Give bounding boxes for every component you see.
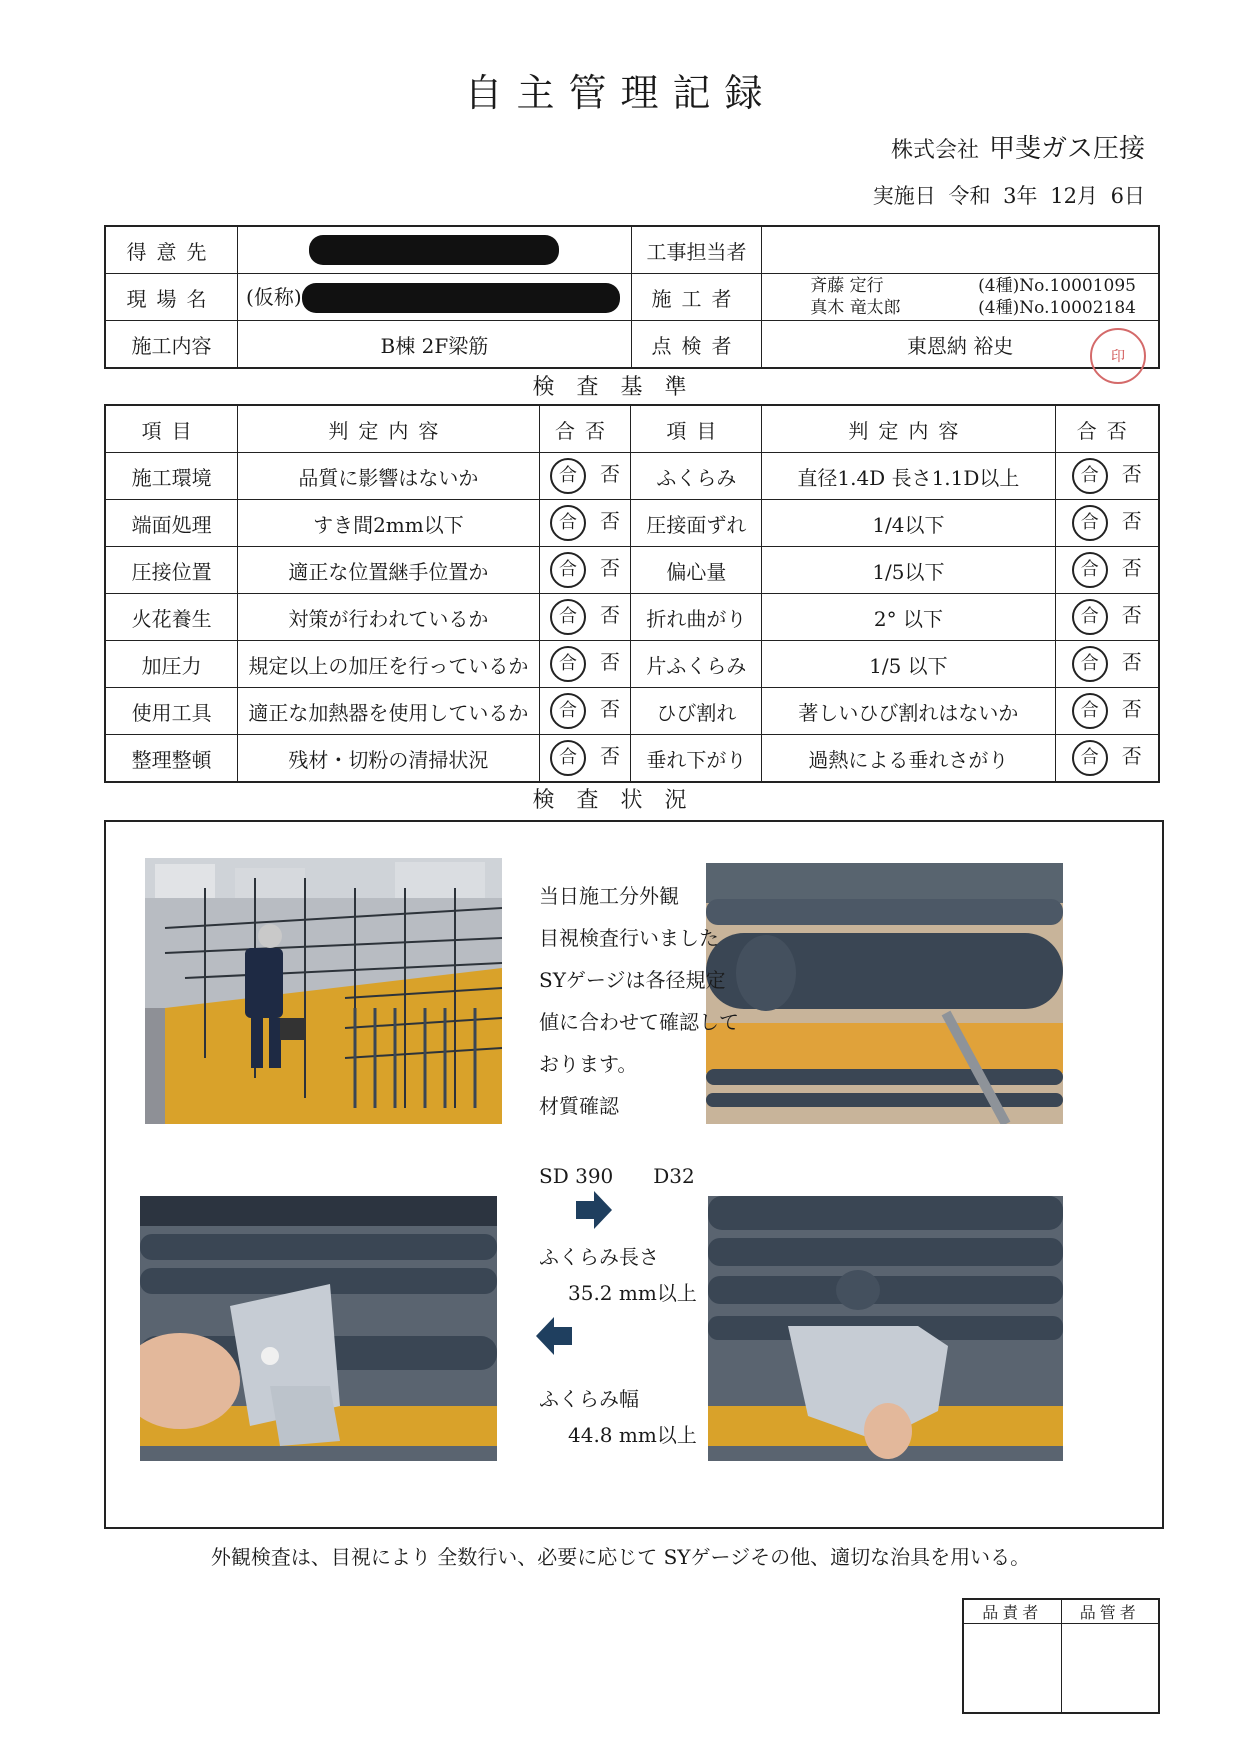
content-right: 2° 以下: [762, 594, 1055, 641]
bulge-length-value: 35.2 mm以上: [568, 1281, 697, 1305]
criteria-row: [105, 500, 1159, 547]
client-label: 得意先: [105, 226, 238, 274]
worker-license: (4種)No.10001095: [978, 276, 1136, 296]
quality-manager-stamp: [1061, 1624, 1159, 1714]
fail-mark: 否: [600, 509, 621, 533]
arrow-left-icon: [534, 1315, 576, 1357]
client-value: [238, 226, 632, 274]
result-left: [539, 688, 631, 735]
fail-mark: 否: [1121, 603, 1142, 627]
result-right: [1055, 594, 1159, 641]
status-panel: [104, 820, 1164, 1529]
fail-mark: 否: [1121, 650, 1142, 674]
inspection-policy-note: 外観検査は、目視により 全数行い、必要に応じて SYゲージその他、適切な治具を用いる。: [210, 1545, 1031, 1569]
criteria-row: [105, 547, 1159, 594]
quality-responsible-stamp: [963, 1624, 1061, 1714]
rebar-closeup-photo: [706, 863, 1063, 1124]
content-left: 品質に影響はないか: [238, 453, 539, 500]
worker-row: [762, 297, 1158, 319]
fail-mark: 否: [600, 603, 621, 627]
pass-mark: 合: [1072, 599, 1108, 635]
item-left: 端面処理: [105, 500, 238, 547]
company-name: [891, 128, 1145, 165]
col-result-left: 合否: [539, 405, 631, 453]
item-left: 施工環境: [105, 453, 238, 500]
content-left: 残材・切粉の清掃状況: [238, 735, 539, 783]
item-right: ひび割れ: [631, 688, 762, 735]
criteria-row: [105, 594, 1159, 641]
bulge-width-label: ふくらみ幅: [539, 1387, 639, 1411]
item-left: 加圧力: [105, 641, 238, 688]
worker-license: (4種)No.10002184: [978, 298, 1136, 318]
criteria-row: [105, 735, 1159, 783]
fail-mark: 否: [1121, 462, 1142, 486]
result-right: [1055, 500, 1159, 547]
note-line: 値に合わせて確認して: [539, 1010, 739, 1034]
content-left: すき間2mm以下: [238, 500, 539, 547]
note-line: 当日施工分外観: [539, 884, 679, 908]
approval-box: [962, 1598, 1160, 1714]
company-main: 甲斐ガス圧接: [988, 134, 1145, 164]
note-line: 目視検査行いました: [539, 926, 719, 950]
date-line: [873, 180, 1145, 210]
item-left: 火花養生: [105, 594, 238, 641]
worker-row: [762, 275, 1158, 297]
contractor-label: 施工者: [631, 274, 762, 321]
content-left: 対策が行われているか: [238, 594, 539, 641]
criteria-rows: [105, 453, 1159, 783]
col-item-left: 項目: [105, 405, 238, 453]
note-line: おります。: [539, 1052, 638, 1076]
content-left: 適正な位置継手位置か: [238, 547, 539, 594]
content-left: 規定以上の加圧を行っているか: [238, 641, 539, 688]
result-right: [1055, 453, 1159, 500]
col-item-right: 項目: [631, 405, 762, 453]
result-left: [539, 500, 631, 547]
content-right: 著しいひび割れはないか: [762, 688, 1055, 735]
item-right: 垂れ下がり: [631, 735, 762, 783]
col-result-right: 合否: [1055, 405, 1159, 453]
manager-label: 工事担当者: [631, 226, 762, 274]
info-table: [104, 225, 1160, 369]
result-right: [1055, 547, 1159, 594]
note-line: 材質確認: [539, 1094, 619, 1118]
date-label: 実施日: [872, 184, 936, 208]
material-spec: SD 390 D32: [539, 1164, 695, 1188]
date-era: 令和: [948, 184, 991, 208]
status-heading: 検査状況: [532, 788, 709, 813]
result-right: [1055, 641, 1159, 688]
fail-mark: 否: [600, 556, 621, 580]
content-left: 適正な加熱器を使用しているか: [238, 688, 539, 735]
manager-value: [762, 226, 1159, 274]
criteria-row: [105, 641, 1159, 688]
content-right: 1/4以下: [762, 500, 1055, 547]
col-content-left: 判定内容: [238, 405, 539, 453]
work-label: 施工内容: [105, 321, 238, 369]
contractor-value: [762, 274, 1159, 321]
quality-manager-label: 品管者: [1061, 1599, 1159, 1624]
content-right: 1/5 以下: [762, 641, 1055, 688]
col-content-right: 判定内容: [762, 405, 1055, 453]
criteria-table: [104, 404, 1160, 783]
criteria-heading: 検査基準: [532, 375, 709, 400]
fail-mark: 否: [600, 744, 621, 768]
pass-mark: 合: [1072, 740, 1108, 776]
pass-mark: 合: [1072, 552, 1108, 588]
note-line: SYゲージは各径規定: [539, 968, 726, 992]
fail-mark: 否: [600, 650, 621, 674]
result-right: [1055, 735, 1159, 783]
site-prefix: (仮称): [246, 284, 302, 309]
content-right: 直径1.4D 長さ1.1D以上: [762, 453, 1055, 500]
inspector-value: 東恩納 裕史: [762, 321, 1159, 369]
pass-mark: 合: [550, 740, 586, 776]
pass-mark: 合: [550, 505, 586, 541]
fail-mark: 否: [1121, 697, 1142, 721]
criteria-row: [105, 688, 1159, 735]
item-left: 使用工具: [105, 688, 238, 735]
date-year: 3年: [1003, 184, 1038, 208]
item-right: ふくらみ: [631, 453, 762, 500]
arrow-right-icon: [572, 1189, 614, 1231]
criteria-row: [105, 453, 1159, 500]
gauge-length-photo: [140, 1196, 497, 1461]
redaction-mark: [302, 283, 620, 313]
content-right: 過熱による垂れさがり: [762, 735, 1055, 783]
pass-mark: 合: [1072, 693, 1108, 729]
result-left: [539, 547, 631, 594]
worker-name: 斉藤 定行: [810, 276, 884, 296]
inspector-label: 点検者: [631, 321, 762, 369]
result-left: [539, 594, 631, 641]
fail-mark: 否: [1121, 509, 1142, 533]
bulge-length-label: ふくらみ長さ: [539, 1245, 659, 1269]
item-right: 圧接面ずれ: [631, 500, 762, 547]
company-prefix: 株式会社: [890, 138, 979, 163]
gauge-width-photo: [708, 1196, 1063, 1461]
item-right: 片ふくらみ: [631, 641, 762, 688]
pass-mark: 合: [1072, 646, 1108, 682]
pass-mark: 合: [550, 458, 586, 494]
pass-mark: 合: [550, 646, 586, 682]
item-left: 整理整頓: [105, 735, 238, 783]
item-right: 偏心量: [631, 547, 762, 594]
bulge-width-value: 44.8 mm以上: [568, 1423, 697, 1447]
fail-mark: 否: [1121, 556, 1142, 580]
item-right: 折れ曲がり: [631, 594, 762, 641]
fail-mark: 否: [1121, 744, 1142, 768]
redaction-mark: [309, 235, 559, 265]
pass-mark: 合: [1072, 505, 1108, 541]
result-right: [1055, 688, 1159, 735]
worker-name: 真木 竜太郎: [810, 298, 901, 318]
fail-mark: 否: [600, 462, 621, 486]
site-label: 現場名: [105, 274, 238, 321]
site-value: [238, 274, 632, 321]
document-title: 自主管理記録: [464, 71, 777, 115]
result-left: [539, 735, 631, 783]
work-value: B棟 2F梁筋: [238, 321, 632, 369]
fail-mark: 否: [600, 697, 621, 721]
pass-mark: 合: [1072, 458, 1108, 494]
result-left: [539, 453, 631, 500]
pass-mark: 合: [550, 599, 586, 635]
content-right: 1/5以下: [762, 547, 1055, 594]
date-month: 12月: [1050, 184, 1098, 208]
site-photo: [145, 858, 502, 1124]
result-left: [539, 641, 631, 688]
inspector-seal: 印: [1090, 328, 1146, 384]
pass-mark: 合: [550, 693, 586, 729]
quality-responsible-label: 品責者: [963, 1599, 1061, 1624]
pass-mark: 合: [550, 552, 586, 588]
item-left: 圧接位置: [105, 547, 238, 594]
date-day: 6日: [1110, 184, 1145, 208]
